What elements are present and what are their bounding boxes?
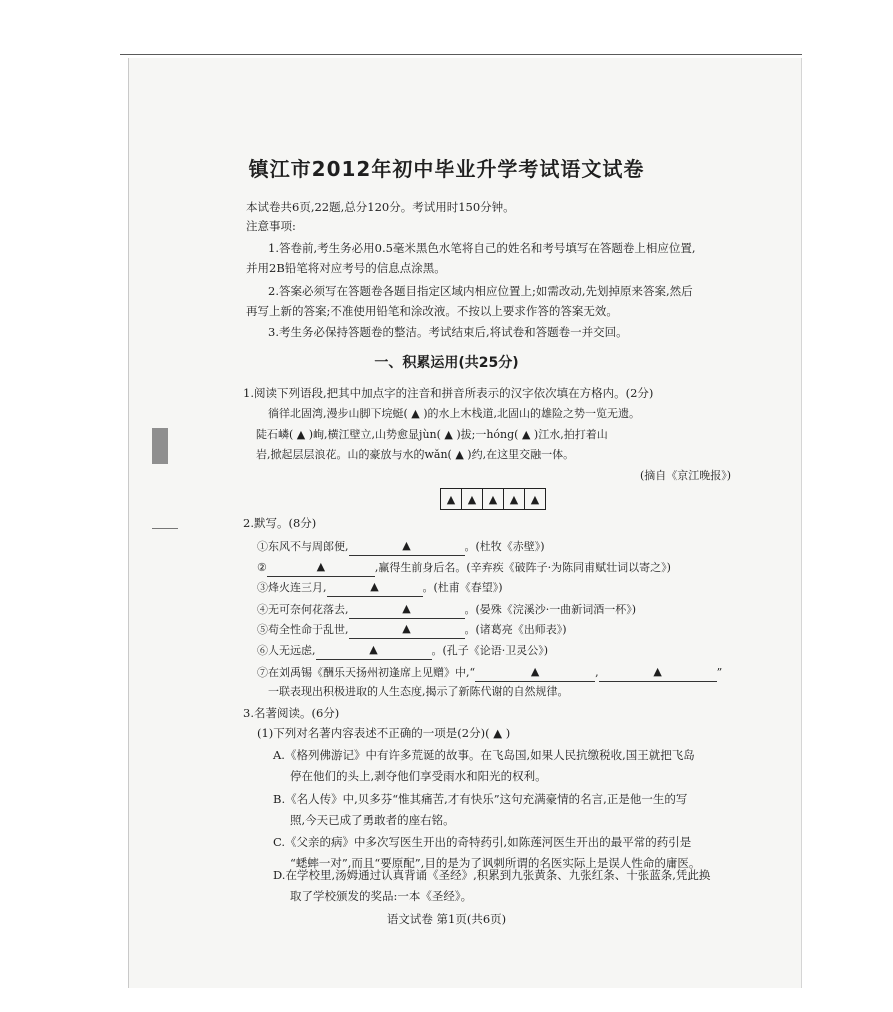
q2-item-source: 。(杜牧《赤壁》) <box>464 540 545 553</box>
q3-option-a-cont: 停在他们的头上,剥夺他们享受雨水和阳光的权利。 <box>290 769 547 783</box>
scan-edge-top <box>120 54 802 55</box>
fill-blank[interactable]: ▲ <box>349 600 465 619</box>
answer-boxes <box>440 488 546 510</box>
fill-blank[interactable]: ▲ <box>475 663 595 682</box>
q3-option-a: A.《格列佛游记》中有许多荒诞的故事。在飞岛国,如果人民抗缴税收,国王就把飞岛 <box>273 748 695 762</box>
binding-tick <box>152 528 178 529</box>
q3-sub1: (1)下列对名著内容表述不正确的一项是(2分)( ▲ ) <box>257 726 511 740</box>
q1-source: (摘自《京江晚报》) <box>640 469 732 482</box>
q2-item-text: ⑥人无远虑, <box>257 644 316 657</box>
q3-option-d: D.在学校里,汤姆通过认真背诵《圣经》,积累到九张黄条、九张红条、十张蓝条,凭此换 <box>273 868 711 882</box>
fill-blank[interactable]: ▲ <box>599 663 717 682</box>
fill-blank[interactable]: ▲ <box>327 578 423 597</box>
q2-item <box>257 600 636 619</box>
note-line: 3.考生务必保持答题卷的整洁。考试结束后,将试卷和答题卷一并交回。 <box>268 325 628 339</box>
note-line: 1.答卷前,考生务必用0.5毫米黑色水笔将自己的姓名和考号填写在答题卷上相应位置, <box>268 241 696 255</box>
q2-item-text: ①东风不与周郎便, <box>257 540 349 553</box>
q3-option-c-cont: “蟋蟀一对”,而且“要原配”,目的是为了讽刺所谓的名医实际上是误人性命的庸医。 <box>290 856 701 870</box>
q3-stem: 3.名著阅读。(6分) <box>243 706 340 720</box>
q1-stem: 1.阅读下列语段,把其中加点字的注音和拼音所表示的汉字依次填在方格内。(2分) <box>243 386 654 400</box>
q2-item-source: ,赢得生前身后名。(辛弃疾《破阵子·为陈同甫赋壮词以寄之》) <box>374 561 671 574</box>
note-line: 2.答案必须写在答题卷各题目指定区域内相应位置上;如需改动,先划掉原来答案,然后 <box>268 284 693 298</box>
q3-option-b-cont: 照,今天已成了勇敢者的座右铭。 <box>290 813 455 827</box>
answer-box[interactable]: ▲ <box>504 489 525 509</box>
q3-option-d-cont: 取了学校颁发的奖品:一本《圣经》。 <box>290 889 473 903</box>
q2-item-text: ⑦在刘禹锡《酬乐天扬州初逢席上见赠》中,“ <box>257 666 476 679</box>
q2-item-source: 。(杜甫《春望》) <box>422 581 503 594</box>
q2-item-source: 。(诸葛亮《出师表》) <box>464 623 567 636</box>
q1-passage-line: 岩,掀起层层浪花。山的豪放与水的wǎn( ▲ )约,在这里交融一体。 <box>256 448 575 461</box>
q1-passage-line: 陡石嶙( ▲ )峋,横江壁立,山势愈显jùn( ▲ )拔;一hóng( ▲ )江水,拍打着山 <box>256 428 608 441</box>
exam-intro: 本试卷共6页,22题,总分120分。考试用时150分钟。 <box>246 200 515 214</box>
fill-blank[interactable]: ▲ <box>349 537 465 556</box>
q1-passage-line: 徜徉北固湾,漫步山脚下垸蜓( ▲ )的水上木栈道,北固山的雄险之势一览无遗。 <box>268 407 641 420</box>
q3-option-b: B.《名人传》中,贝多芬“惟其痛苦,才有快乐”这句充满豪情的名言,正是他一生的写 <box>273 792 688 806</box>
q2-item <box>257 558 671 577</box>
fill-blank[interactable]: ▲ <box>267 558 375 577</box>
exam-title: 镇江市2012年初中毕业升学考试语文试卷 <box>248 157 645 181</box>
q2-item-separator: , <box>595 666 599 679</box>
q2-item <box>257 620 567 639</box>
fill-blank[interactable]: ▲ <box>349 620 465 639</box>
section-title: 一、积累运用(共25分) <box>374 355 519 371</box>
page-footer: 语文试卷 第1页(共6页) <box>386 912 507 926</box>
q2-item <box>257 663 722 682</box>
q2-item-text: ④无可奈何花落去, <box>257 603 349 616</box>
q2-item-source: 。(孔子《论语·卫灵公》) <box>431 644 549 657</box>
q2-item <box>257 537 545 556</box>
q3-option-c: C.《父亲的病》中多次写医生开出的奇特药引,如陈莲河医生开出的最平常的药引是 <box>273 835 692 849</box>
note-line: 再写上新的答案;不准使用铅笔和涂改液。不按以上要求作答的答案无效。 <box>246 304 618 318</box>
q2-item-continuation: 一联表现出积极进取的人生态度,揭示了新陈代谢的自然规律。 <box>268 685 569 698</box>
answer-box[interactable]: ▲ <box>483 489 504 509</box>
q2-stem: 2.默写。(8分) <box>243 516 317 530</box>
q2-item <box>257 641 548 660</box>
notice-heading: 注意事项: <box>246 219 296 233</box>
q2-item-text: ③烽火连三月, <box>257 581 327 594</box>
answer-box[interactable]: ▲ <box>462 489 483 509</box>
answer-box[interactable]: ▲ <box>441 489 462 509</box>
q2-item-close-quote: ” <box>716 666 723 679</box>
q2-item-text: ⑤苟全性命于乱世, <box>257 623 349 636</box>
answer-box[interactable]: ▲ <box>530 492 540 506</box>
q2-item <box>257 578 503 597</box>
q2-item-text: ② <box>257 561 267 574</box>
note-line: 并用2B铅笔将对应考号的信息点涂黑。 <box>246 261 446 275</box>
q2-item-source: 。(晏殊《浣溪沙·一曲新词酒一杯》) <box>464 603 637 616</box>
fill-blank[interactable]: ▲ <box>316 641 432 660</box>
binding-mark <box>152 428 168 464</box>
